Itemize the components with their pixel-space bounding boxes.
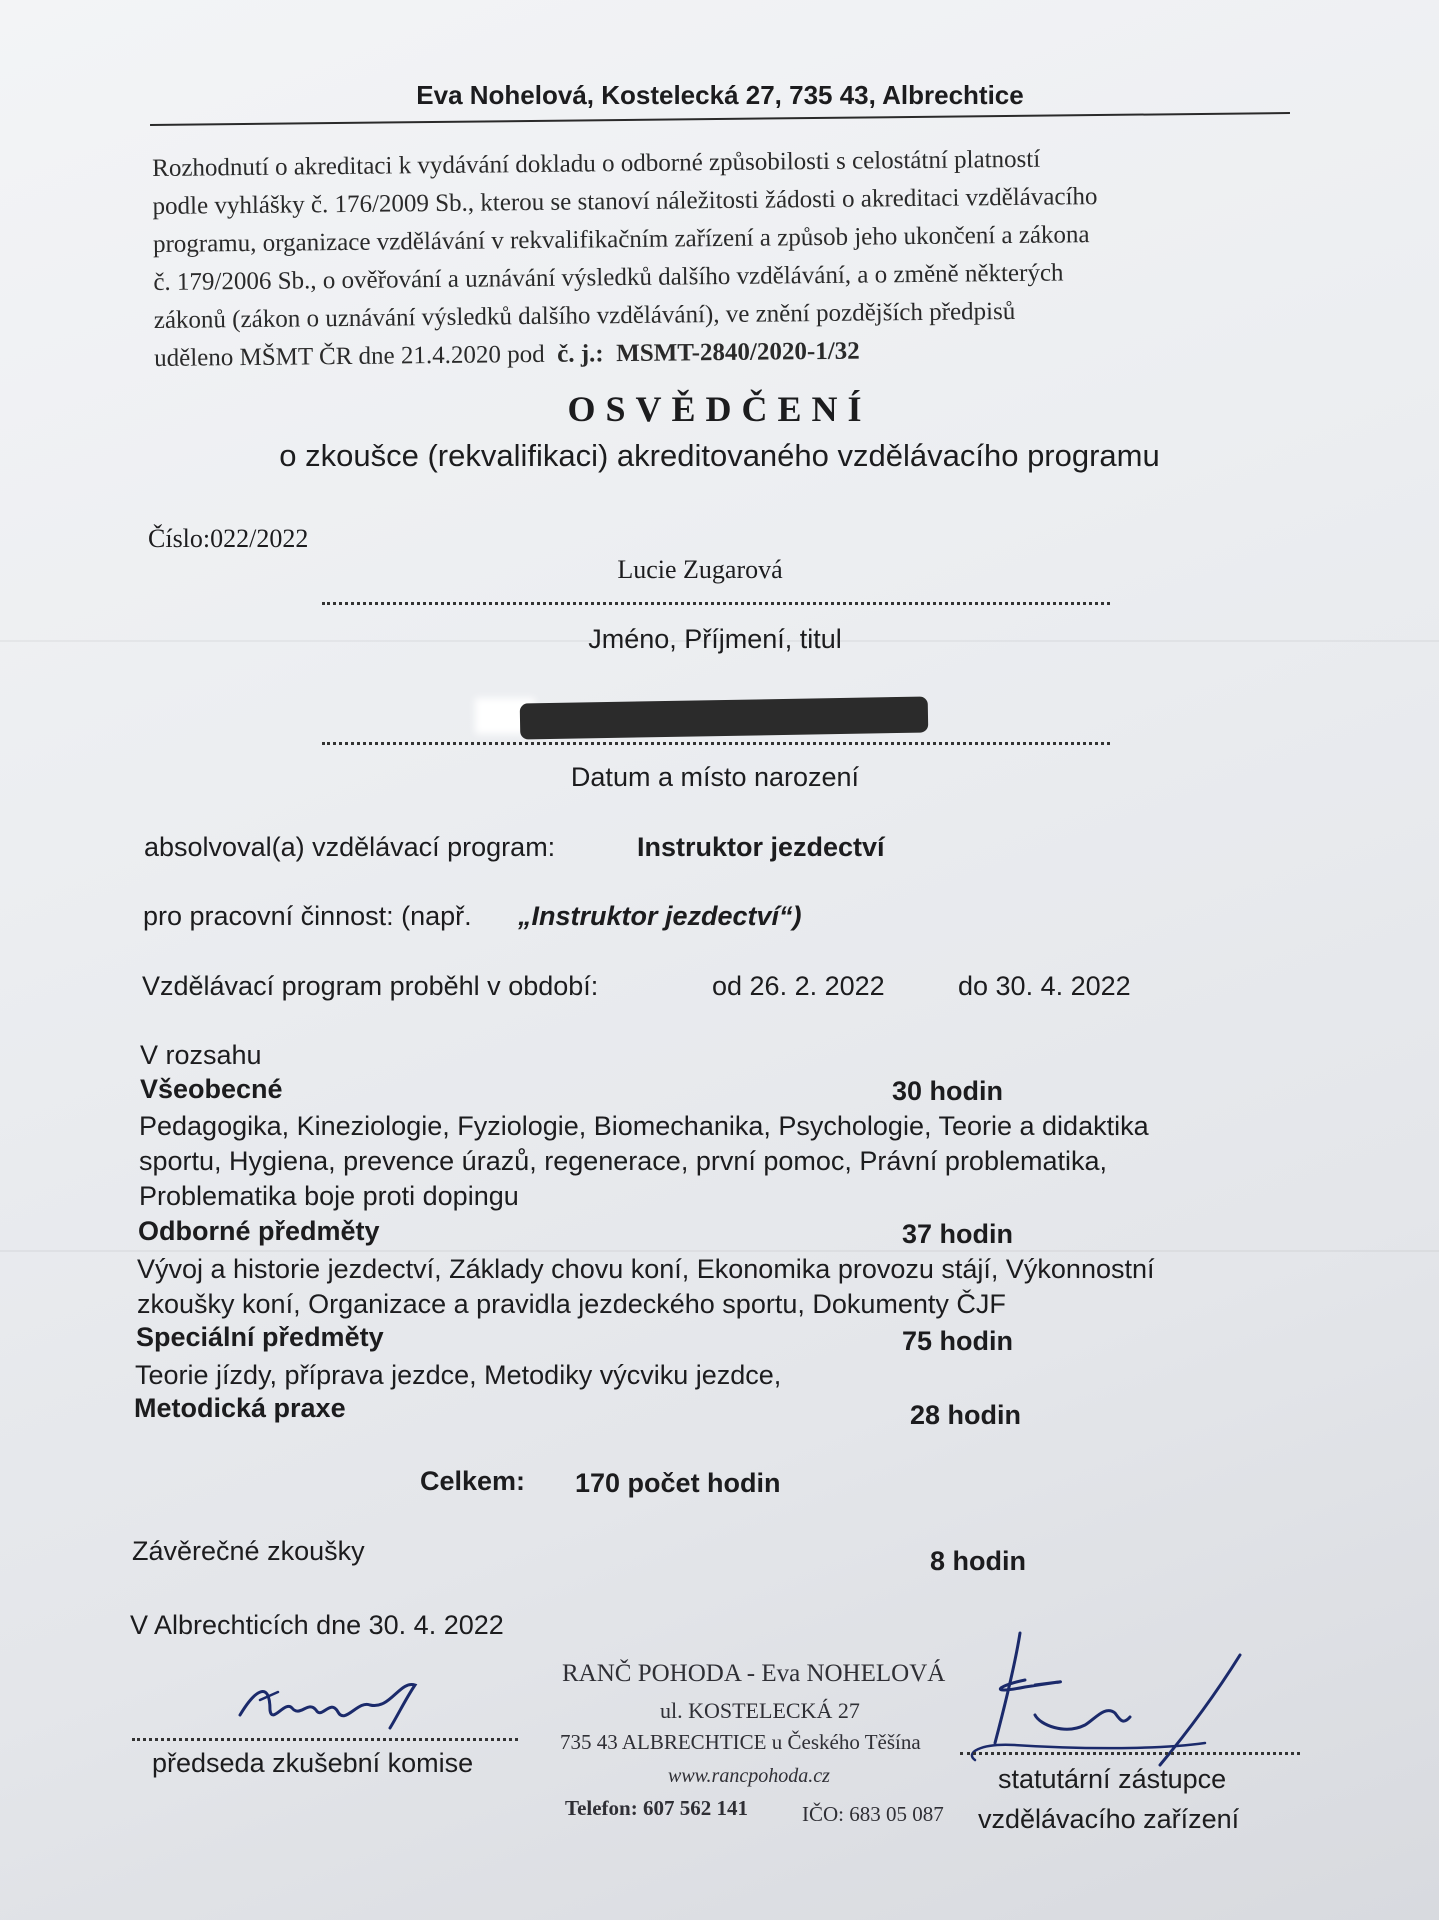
period-label: Vzdělávací program proběhl v období: bbox=[142, 971, 599, 1001]
section-hours: 37 hodin bbox=[902, 1219, 1014, 1249]
birth-field-label: Datum a místo narození bbox=[570, 762, 860, 792]
section-title: Všeobecné bbox=[140, 1074, 283, 1104]
section-hours: 75 hodin bbox=[902, 1326, 1014, 1356]
activity-label: pro pracovní činnost: (např. bbox=[143, 901, 472, 931]
chairman-label: předseda zkušební komise bbox=[152, 1748, 474, 1778]
scope-label: V rozsahu bbox=[140, 1040, 262, 1070]
final-exams-label: Závěrečné zkoušky bbox=[132, 1536, 365, 1566]
reference-label: č. j.: bbox=[557, 340, 604, 368]
program-completed-label: absolvoval(a) vzdělávací program: bbox=[144, 832, 556, 862]
section-title: Metodická praxe bbox=[134, 1393, 346, 1423]
intro-line-prefix: uděleno MŠMT ČR dne 21.4.2020 pod bbox=[154, 340, 545, 372]
director-label-2: vzdělávacího zařízení bbox=[978, 1804, 1240, 1834]
birth-dotted-line bbox=[322, 742, 1110, 745]
redaction-bar bbox=[520, 696, 929, 739]
section-subjects bbox=[139, 1109, 1319, 1214]
total-label: Celkem: bbox=[420, 1466, 526, 1496]
subject-line: Vývoj a historie jezdectví, Základy chovu koní, Ekonomika provozu stájí, Výkonnostní bbox=[137, 1254, 1155, 1284]
stamp-line: 735 43 ALBRECHTICE u Českého Těšína bbox=[560, 1730, 921, 1754]
final-exams-hours: 8 hodin bbox=[930, 1546, 1026, 1576]
subject-line: zkoušky koní, Organizace a pravidla jezdeckého sportu, Dokumenty ČJF bbox=[137, 1289, 1006, 1319]
stamp-line: IČO: 683 05 087 bbox=[802, 1802, 944, 1826]
reference-number: MSMT-2840/2020-1/32 bbox=[616, 337, 860, 368]
program-completed-value: Instruktor jezdectví bbox=[637, 832, 885, 862]
header-rule bbox=[150, 112, 1290, 126]
place-and-date: V Albrechticích dne 30. 4. 2022 bbox=[130, 1610, 504, 1640]
section-hours: 30 hodin bbox=[892, 1076, 1004, 1106]
stamp-line: ul. KOSTELECKÁ 27 bbox=[660, 1698, 860, 1723]
section-subjects bbox=[135, 1358, 1335, 1393]
intro-line: programu, organizace vzdělávání v rekvalifikačním zařízení a způsob jeho ukončení a zákona bbox=[152, 221, 1090, 258]
intro-line: zákonů (zákon o uznávání výsledků dalšího vzdělávání), ve znění pozdějších předpisů bbox=[153, 297, 1016, 334]
activity-value: „Instruktor jezdectví“) bbox=[518, 901, 802, 931]
document-title: OSVĚDČENÍ bbox=[567, 389, 872, 429]
section-hours: 28 hodin bbox=[910, 1400, 1022, 1430]
stamp-line: Telefon: 607 562 141 bbox=[565, 1796, 748, 1820]
section-title: Odborné předměty bbox=[138, 1216, 380, 1246]
total-value: 170 počet hodin bbox=[575, 1468, 781, 1498]
director-label-1: statutární zástupce bbox=[998, 1764, 1227, 1794]
intro-line: Rozhodnutí o akreditaci k vydávání dokladu o odborné způsobilosti s celostátní platností bbox=[152, 145, 1041, 182]
subject-line: Pedagogika, Kineziologie, Fyziologie, Biomechanika, Psychologie, Teorie a didaktika bbox=[139, 1111, 1149, 1141]
chairman-dotted-line bbox=[132, 1738, 518, 1741]
subject-line: Problematika boje proti dopingu bbox=[139, 1181, 519, 1211]
issuer-header: Eva Nohelová, Kostelecká 27, 735 43, Albrechtice bbox=[416, 80, 1024, 110]
stamp-line: RANČ POHODA - Eva NOHELOVÁ bbox=[562, 1660, 946, 1687]
certificate-number: Číslo:022/2022 bbox=[148, 524, 309, 553]
document-subtitle: o zkoušce (rekvalifikaci) akreditovaného vzdělávacího programu bbox=[279, 438, 1160, 473]
intro-line: podle vyhlášky č. 176/2009 Sb., kterou se stanoví náležitosti žádosti o akreditaci vzdělávacího bbox=[152, 183, 1098, 220]
subject-line: Teorie jízdy, příprava jezdce, Metodiky výcviku jezdce, bbox=[135, 1360, 782, 1390]
name-field-label: Jméno, Příjmení, titul bbox=[588, 624, 842, 654]
stamp-line: www.rancpohoda.cz bbox=[668, 1765, 830, 1787]
director-dotted-line bbox=[960, 1752, 1300, 1755]
period-to: do 30. 4. 2022 bbox=[958, 971, 1131, 1001]
accreditation-statement bbox=[152, 138, 1292, 378]
name-dotted-line bbox=[322, 602, 1110, 605]
intro-line: č. 179/2006 Sb., o ověřování a uznávání výsledků dalšího vzdělávání, a o změně některých bbox=[153, 259, 1064, 296]
holder-name: Lucie Zugarová bbox=[617, 555, 783, 584]
period-from: od 26. 2. 2022 bbox=[712, 971, 885, 1001]
subject-line: sportu, Hygiena, prevence úrazů, regenerace, první pomoc, Právní problematika, bbox=[139, 1146, 1108, 1176]
section-subjects bbox=[137, 1252, 1337, 1322]
chairman-signature bbox=[230, 1670, 430, 1745]
section-title: Speciální předměty bbox=[136, 1322, 384, 1352]
